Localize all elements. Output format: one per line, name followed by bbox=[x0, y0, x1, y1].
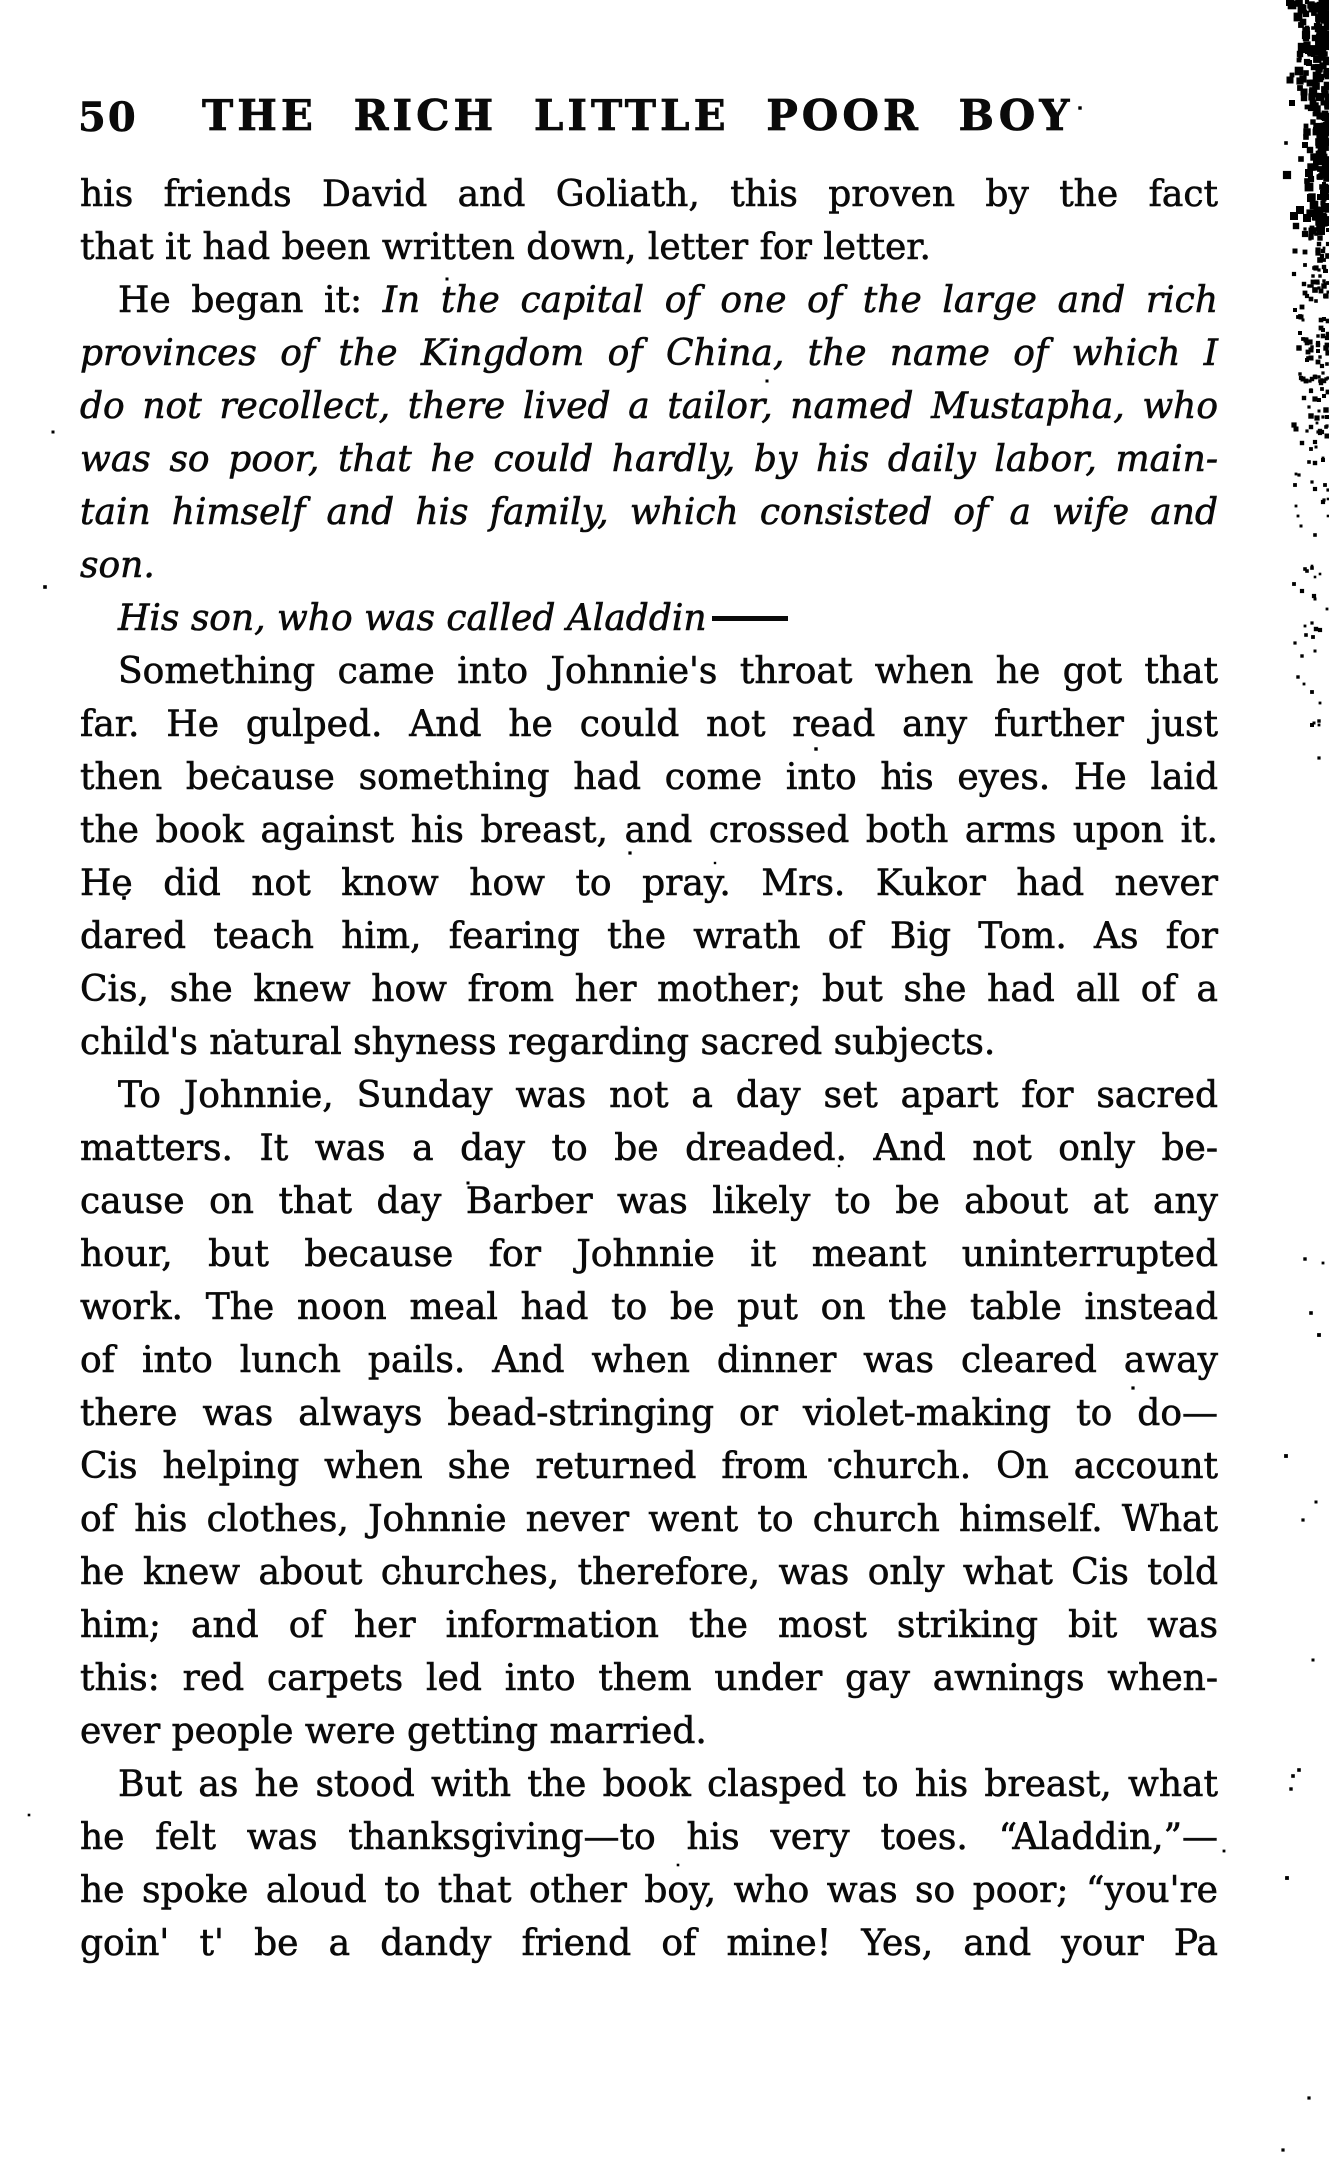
text-line bbox=[80, 1069, 1218, 1122]
text-run: hour, but because for Johnnie it meant uninterrupted bbox=[80, 1234, 1218, 1275]
text-line bbox=[80, 327, 1218, 380]
paragraph bbox=[80, 592, 1218, 645]
text-line bbox=[80, 751, 1218, 804]
text-line bbox=[80, 1546, 1218, 1599]
text-run: he spoke aloud to that other boy, who was so poor; “you're bbox=[80, 1870, 1218, 1911]
text-run: child's natural shyness regarding sacred subjects. bbox=[80, 1022, 996, 1063]
text-run: cause on that day Barber was likely to be about at any bbox=[80, 1181, 1218, 1222]
text-run: then because something had come into his eyes. He laid bbox=[80, 757, 1218, 798]
text-run: His son, who was called Aladdin bbox=[118, 598, 707, 639]
text-line bbox=[80, 168, 1218, 221]
text-line bbox=[80, 1917, 1218, 1970]
text-run: Cis helping when she returned from church. On account bbox=[80, 1446, 1218, 1487]
text-line bbox=[80, 963, 1218, 1016]
text-line bbox=[80, 539, 1218, 592]
text-run: him; and of her information the most striking bit was bbox=[80, 1605, 1218, 1646]
dash-rule bbox=[712, 616, 788, 621]
text-line bbox=[80, 1758, 1218, 1811]
text-run: do not recollect, there lived a tailor, named Mustapha, who bbox=[80, 386, 1218, 427]
text-line bbox=[80, 1440, 1218, 1493]
text-run: But as he stood with the book clasped to his breast, what bbox=[118, 1764, 1218, 1805]
text-line bbox=[80, 1705, 1218, 1758]
text-line bbox=[80, 910, 1218, 963]
text-line bbox=[80, 1228, 1218, 1281]
text-run: To Johnnie, Sunday was not a day set apart for sacred bbox=[118, 1075, 1218, 1116]
text-run: there was always bead-stringing or violet-making to do— bbox=[80, 1393, 1218, 1434]
text-line bbox=[80, 1599, 1218, 1652]
page-number: 50 bbox=[78, 94, 138, 141]
text-line bbox=[80, 1281, 1218, 1334]
text-line bbox=[80, 1334, 1218, 1387]
page-body bbox=[80, 168, 1218, 1970]
text-run: In the capital of one of the large and rich bbox=[382, 280, 1218, 321]
text-run: the book against his breast, and crossed both arms upon it. bbox=[80, 810, 1218, 851]
text-run: he felt was thanksgiving—to his very toes. “Aladdin,”— bbox=[80, 1817, 1218, 1858]
text-line bbox=[80, 1652, 1218, 1705]
text-run: dared teach him, fearing the wrath of Big Tom. As for bbox=[80, 916, 1218, 957]
text-line bbox=[80, 857, 1218, 910]
paragraph bbox=[80, 168, 1218, 274]
text-run: matters. It was a day to be dreaded. And not only be- bbox=[80, 1128, 1218, 1169]
text-run: He did not know how to pray. Mrs. Kukor had never bbox=[80, 863, 1218, 904]
paragraph bbox=[80, 1069, 1218, 1758]
text-line bbox=[80, 274, 1218, 327]
text-run: of his clothes, Johnnie never went to church himself. What bbox=[80, 1499, 1218, 1540]
text-line bbox=[80, 1811, 1218, 1864]
text-run: He began it: bbox=[118, 280, 383, 321]
scan-noise-layer bbox=[0, 0, 2, 2]
text-run: tain himself and his family, which consisted of a wife and bbox=[80, 492, 1218, 533]
text-line bbox=[80, 1122, 1218, 1175]
paragraph bbox=[80, 1758, 1218, 1970]
text-line bbox=[80, 380, 1218, 433]
text-run: was so poor, that he could hardly, by his daily labor, main- bbox=[80, 439, 1218, 480]
text-line bbox=[80, 804, 1218, 857]
text-line bbox=[80, 1864, 1218, 1917]
text-run: his friends David and Goliath, this proven by the fact bbox=[80, 174, 1218, 215]
text-line bbox=[80, 1387, 1218, 1440]
text-run: of into lunch pails. And when dinner was cleared away bbox=[80, 1340, 1218, 1381]
text-line bbox=[80, 221, 1218, 274]
text-line bbox=[80, 1175, 1218, 1228]
text-run: far. He gulped. And he could not read any further just bbox=[80, 704, 1218, 745]
text-run: he knew about churches, therefore, was only what Cis told bbox=[80, 1552, 1218, 1593]
text-line bbox=[80, 645, 1218, 698]
text-run: Cis, she knew how from her mother; but she had all of a bbox=[80, 969, 1218, 1010]
text-run: provinces of the Kingdom of China, the name of which I bbox=[80, 333, 1218, 374]
text-run: Something came into Johnnie's throat when he got that bbox=[118, 651, 1218, 692]
running-title: THE RICH LITTLE POOR BOY bbox=[202, 91, 1074, 140]
text-line bbox=[80, 592, 1218, 645]
text-run: goin' t' be a dandy friend of mine! Yes, and your Pa bbox=[80, 1923, 1218, 1964]
paragraph bbox=[80, 645, 1218, 1069]
text-run: ever people were getting married. bbox=[80, 1711, 707, 1752]
paragraph bbox=[80, 274, 1218, 592]
text-run: son. bbox=[80, 545, 155, 586]
text-line bbox=[80, 698, 1218, 751]
text-line bbox=[80, 1016, 1218, 1069]
text-run: this: red carpets led into them under gay awnings when- bbox=[80, 1658, 1218, 1699]
text-line bbox=[80, 1493, 1218, 1546]
text-line bbox=[80, 486, 1218, 539]
text-run: work. The noon meal had to be put on the table instead bbox=[80, 1287, 1218, 1328]
text-line bbox=[80, 433, 1218, 486]
text-run: that it had been written down, letter for letter. bbox=[80, 227, 931, 268]
